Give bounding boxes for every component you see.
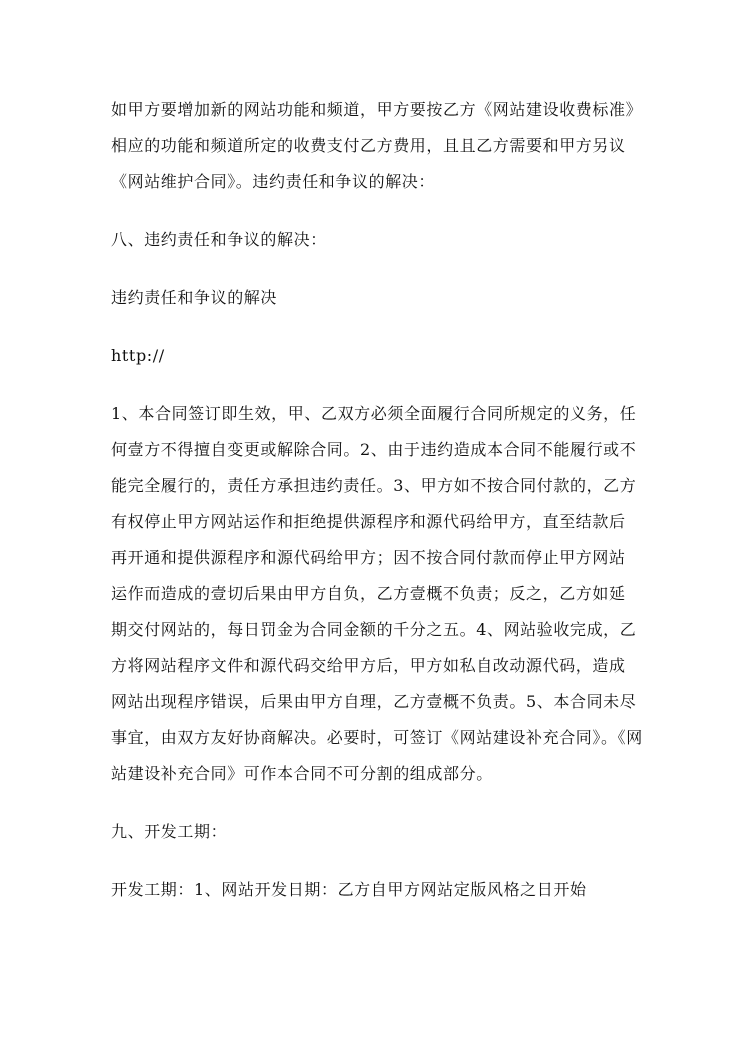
url-text: http:// xyxy=(111,346,165,365)
text-line: 1、本合同签订即生效，甲、乙双方必须全面履行合同所规定的义务，任 xyxy=(111,404,637,423)
heading-text: 九、开发工期： xyxy=(111,822,228,841)
paragraph-schedule xyxy=(111,872,637,908)
text-line: 能完全履行的，责任方承担违约责任。3、甲方如不按合同付款的，乙方 xyxy=(111,476,637,495)
section-heading-eight xyxy=(111,222,637,258)
text-line: 再开通和提供源程序和源代码给甲方；因不按合同付款而停止甲方网站 xyxy=(111,548,626,567)
section-heading-nine xyxy=(111,814,637,850)
subheading-text: 违约责任和争议的解决 xyxy=(111,288,278,307)
text-line: 方将网站程序文件和源代码交给甲方后，甲方如私自改动源代码，造成 xyxy=(111,656,626,675)
text-line: 《网站维护合同》。违约责任和争议的解决： xyxy=(111,172,436,191)
text-line: 有权停止甲方网站运作和拒绝提供源程序和源代码给甲方，直至结款后 xyxy=(111,512,626,531)
paragraph-intro xyxy=(111,92,643,200)
text-line: 站建设补充合同》可作本合同不可分割的组成部分。 xyxy=(111,764,493,783)
text-line: 如甲方要增加新的网站功能和频道，甲方要按乙方《网站建设收费标准》 xyxy=(111,100,643,119)
url-line xyxy=(111,338,637,374)
text-line: 网站出现程序错误，后果由甲方自理，乙方壹概不负责。5、本合同未尽 xyxy=(111,692,637,711)
text-line: 事宜，由双方友好协商解决。必要时，可签订《网站建设补充合同》。《网 xyxy=(111,728,643,747)
document-body xyxy=(111,92,643,930)
paragraph-clauses xyxy=(111,396,643,792)
text-line: 期交付网站的，每日罚金为合同金额的千分之五。4、网站验收完成，乙 xyxy=(111,620,637,639)
text-line: 运作而造成的壹切后果由甲方自负，乙方壹概不负责；反之，乙方如延 xyxy=(111,584,626,603)
subheading xyxy=(111,280,637,316)
text-line: 相应的功能和频道所定的收费支付乙方费用，且且乙方需要和甲方另议 xyxy=(111,136,626,155)
text-line: 开发工期：1、网站开发日期：乙方自甲方网站定版风格之日开始 xyxy=(111,880,587,899)
text-line: 何壹方不得擅自变更或解除合同。2、由于违约造成本合同不能履行或不 xyxy=(111,440,637,459)
heading-text: 八、违约责任和争议的解决： xyxy=(111,230,327,249)
